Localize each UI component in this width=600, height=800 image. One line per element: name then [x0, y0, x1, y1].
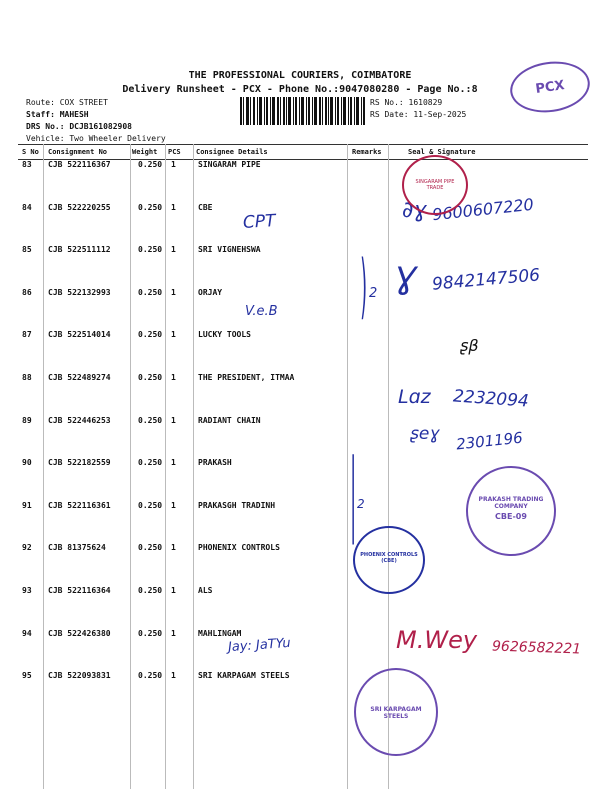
row-pcs: 1: [171, 543, 176, 553]
rs-date: RS Date: 11-Sep-2025: [370, 110, 467, 119]
row-pcs: 1: [171, 586, 176, 595]
row-sno: 85: [22, 245, 32, 255]
runsheet-meta-left: [26, 97, 166, 145]
col-sno: S No: [22, 148, 39, 156]
row-consignment: CJB 522116367: [48, 160, 111, 169]
row-consignee: SINGARAM PIPE: [198, 160, 261, 169]
staff: Staff: MAHESH: [26, 110, 89, 119]
col-pcs: PCS: [168, 148, 181, 156]
col-divider: [165, 144, 166, 789]
signature-84: ∂ɣ: [402, 198, 427, 223]
signature-89: ʂeɣ: [410, 424, 440, 444]
seal-phoenix-text: PHOENIX CONTROLS (CBE): [360, 552, 418, 564]
row-pcs: 1: [171, 202, 176, 212]
row-weight: 0.250: [138, 671, 163, 681]
seal-phoenix: [353, 526, 425, 594]
handwritten-phone-88: 2232094: [452, 386, 530, 412]
row-consignment: CJB 522132993: [48, 287, 111, 297]
row-consignee: CBE: [198, 202, 213, 212]
row-sno: 92: [22, 543, 32, 553]
vehicle: Vehicle: Two Wheeler Delivery: [26, 134, 166, 143]
seal-karpagam-text: SRI KARPAGAM STEELS: [370, 706, 422, 720]
row-pcs: 1: [171, 373, 176, 382]
col-divider: [130, 144, 131, 789]
handwritten-mark-86: 2: [369, 286, 378, 301]
signature-88: Lɑz: [398, 386, 431, 408]
runsheet-title: Delivery Runsheet - PCX - Phone No.:9047080280 - Page No.:8: [122, 84, 478, 95]
row-pcs: 1: [171, 330, 176, 340]
row-pcs: 1: [171, 287, 176, 297]
row-sno: 94: [22, 628, 32, 638]
row-consignment: CJB 522220255: [48, 202, 111, 212]
row-pcs: 1: [171, 628, 176, 638]
col-consignee: Consignee Details: [196, 148, 268, 156]
row-consignee: ALS: [198, 586, 213, 595]
row-pcs: 1: [171, 500, 176, 510]
col-weight: Weight: [132, 148, 158, 156]
handwritten-phone-86: 9842147506: [431, 265, 541, 295]
handwritten-veb: V.e.B: [245, 304, 278, 319]
row-consignment: CJB 522489274: [48, 373, 111, 382]
row-weight: 0.250: [138, 543, 163, 553]
row-sno: 90: [22, 458, 32, 468]
row-consignment: CJB 522182559: [48, 458, 111, 468]
row-sno: 87: [22, 330, 32, 340]
row-pcs: 1: [171, 671, 176, 681]
row-weight: 0.250: [138, 160, 163, 169]
row-consignee: SRI VIGNEHSWA: [198, 245, 261, 255]
row-consignee: PRAKASGH TRADINH: [198, 500, 276, 510]
drs-no: DRS No.: DCJB161082908: [26, 122, 132, 131]
handwritten-phone-84: 9600607220: [431, 194, 535, 225]
seal-karpagam: [354, 668, 438, 756]
runsheet-meta-right: [370, 97, 466, 121]
route: Route: COX STREET: [26, 98, 108, 107]
col-consignment: Consignment No: [48, 148, 108, 156]
row-pcs: 1: [171, 245, 176, 255]
company-title: THE PROFESSIONAL COURIERS, COIMBATORE: [188, 70, 412, 81]
row-consignee: PRAKASH: [198, 458, 232, 468]
col-remarks: Remarks: [352, 148, 382, 156]
row-sno: 95: [22, 671, 32, 681]
bracket-mark: |: [350, 440, 357, 545]
table-header: [18, 144, 588, 160]
row-weight: 0.250: [138, 500, 163, 510]
signature-94: M.Wey: [396, 626, 478, 654]
col-divider: [347, 144, 348, 789]
row-weight: 0.250: [138, 287, 163, 297]
row-sno: 91: [22, 500, 32, 510]
handwritten-phone-94: 9626582221: [491, 638, 582, 658]
row-consignment: CJB 522446253: [48, 415, 111, 425]
row-weight: 0.250: [138, 458, 163, 468]
handwritten-mark-91: 2: [357, 497, 365, 511]
rs-no: RS No.: 1610829: [370, 98, 443, 107]
row-weight: 0.250: [138, 628, 163, 638]
row-weight: 0.250: [138, 586, 163, 595]
col-divider: [43, 144, 44, 789]
seal-prakash: [466, 466, 556, 556]
row-weight: 0.250: [138, 415, 163, 425]
row-consignee: THE PRESIDENT, ITMAA: [198, 373, 295, 382]
row-pcs: 1: [171, 415, 176, 425]
row-sno: 84: [22, 202, 32, 212]
row-consignment: CJB 81375624: [48, 543, 106, 553]
row-consignment: CJB 522116364: [48, 586, 111, 595]
row-consignee: LUCKY TOOLS: [198, 330, 251, 340]
row-consignment: CJB 522511112: [48, 245, 111, 255]
col-seal: Seal & Signature: [408, 148, 476, 156]
signature-87: ʂβ: [460, 336, 479, 355]
row-sno: 83: [22, 160, 32, 169]
row-sno: 86: [22, 287, 32, 297]
bracket-mark: ): [360, 245, 368, 327]
row-consignment: CJB 522426380: [48, 628, 111, 638]
handwritten-jay: Jay: JaTYu: [227, 635, 292, 656]
row-weight: 0.250: [138, 245, 163, 255]
row-consignee: SRI KARPAGAM STEELS: [198, 671, 290, 681]
handwritten-cpt: CPT: [242, 211, 277, 233]
row-pcs: 1: [171, 160, 176, 169]
row-weight: 0.250: [138, 202, 163, 212]
pcx-stamp: PCX: [507, 57, 593, 118]
handwritten-phone-89: 2301196: [455, 428, 524, 454]
seal-singaram: [402, 155, 468, 215]
signature-86: Ɣ: [395, 262, 416, 297]
row-pcs: 1: [171, 458, 176, 468]
seal-prakash-text: PRAKASH TRADING COMPANY: [478, 496, 544, 510]
row-consignment: CJB 522116361: [48, 500, 111, 510]
row-sno: 89: [22, 415, 32, 425]
row-consignment: CJB 522514014: [48, 330, 111, 340]
col-divider: [193, 144, 194, 789]
row-consignment: CJB 522093831: [48, 671, 111, 681]
barcode: [240, 97, 365, 125]
row-consignee: MAHLINGAM: [198, 628, 242, 638]
row-weight: 0.250: [138, 330, 163, 340]
row-consignee: ORJAY: [198, 287, 223, 297]
row-sno: 88: [22, 373, 32, 382]
row-sno: 93: [22, 586, 32, 595]
seal-prakash-inner: CBE-09: [495, 512, 527, 521]
row-weight: 0.250: [138, 373, 163, 382]
seal-singaram-text: SINGARAM PIPE TRADE: [415, 179, 455, 191]
row-consignee: RADIANT CHAIN: [198, 415, 261, 425]
row-consignee: PHONENIX CONTROLS: [198, 543, 280, 553]
